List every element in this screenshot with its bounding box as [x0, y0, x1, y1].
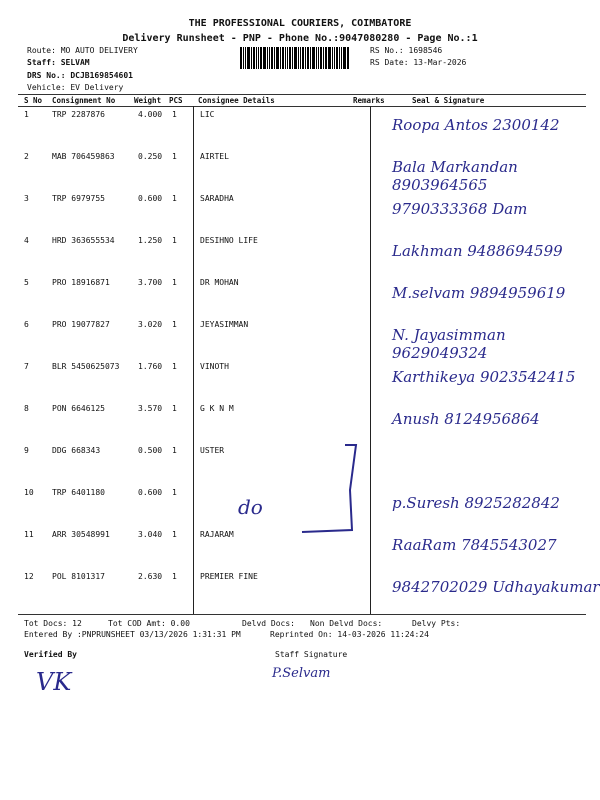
row-sno: 2 — [24, 152, 29, 161]
row-consignee: DR MOHAN — [200, 278, 239, 287]
tot-docs: Tot Docs: 12 — [24, 619, 82, 628]
col-header-consignee: Consignee Details — [198, 96, 275, 105]
row-pcs: 1 — [172, 152, 177, 161]
row-sno: 6 — [24, 320, 29, 329]
row-pcs: 1 — [172, 446, 177, 455]
row-pcs: 1 — [172, 404, 177, 413]
reprinted-on: Reprinted On: 14-03-2026 11:24:24 — [270, 630, 429, 639]
drs-number: DRS No.: DCJB169854601 — [27, 71, 133, 80]
col-header-signature: Seal & Signature — [412, 96, 485, 105]
row-signature: RaaRam 7845543027 — [392, 536, 557, 554]
row-weight: 0.600 — [138, 488, 163, 497]
row-weight: 2.630 — [138, 572, 163, 581]
header-bottom-rule — [18, 106, 586, 107]
rs-number: RS No.: 1698546 — [370, 46, 443, 55]
row-weight: 3.040 — [138, 530, 163, 539]
staff-signature: P.Selvam — [272, 666, 331, 681]
row-sno: 12 — [24, 572, 34, 581]
row-signature: Roopa Antos 2300142 — [392, 116, 560, 134]
row-consignee: SARADHA — [200, 194, 234, 203]
rs-date: RS Date: 13-Mar-2026 — [370, 58, 467, 67]
row-weight: 1.760 — [138, 362, 163, 371]
row-consignment: ARR 30548991 — [52, 530, 110, 539]
row-weight: 1.250 — [138, 236, 163, 245]
signature-divider — [370, 106, 371, 614]
row-signature: Karthikeya 9023542415 — [392, 368, 576, 386]
runsheet-subtitle: Delivery Runsheet - PNP - Phone No.:9047080280 - Page No.:1 — [122, 33, 478, 44]
row-pcs: 1 — [172, 278, 177, 287]
row-weight: 0.500 — [138, 446, 163, 455]
row-consignee: G K N M — [200, 404, 234, 413]
row-sno: 7 — [24, 362, 29, 371]
row-signature: 9842702029 Udhayakumar — [392, 578, 600, 596]
row-consignee: DESIHNO LIFE — [200, 236, 258, 245]
ditto-mark: do — [238, 495, 263, 519]
row-signature: p.Suresh 8925282842 — [392, 494, 560, 512]
staff-label: Staff: SELVAM — [27, 58, 90, 67]
delvd-docs: Delvd Docs: — [242, 619, 295, 628]
row-consignment: HRD 363655534 — [52, 236, 115, 245]
row-consignment: TRP 6979755 — [52, 194, 105, 203]
row-pcs: 1 — [172, 320, 177, 329]
staff-signature-label: Staff Signature — [275, 650, 348, 659]
row-consignment: MAB 706459863 — [52, 152, 115, 161]
row-consignee: AIRTEL — [200, 152, 229, 161]
row-consignee: RAJARAM — [200, 530, 234, 539]
row-consignee: USTER — [200, 446, 225, 455]
row-consignment: PRO 18916871 — [52, 278, 110, 287]
verified-by-label: Verified By — [24, 650, 77, 659]
delvy-pts: Delvy Pts: — [412, 619, 461, 628]
verified-signature: VK — [36, 668, 72, 696]
row-weight: 3.700 — [138, 278, 163, 287]
row-pcs: 1 — [172, 110, 177, 119]
row-consignment: PON 6646125 — [52, 404, 105, 413]
row-sno: 4 — [24, 236, 29, 245]
company-title: THE PROFESSIONAL COURIERS, COIMBATORE — [188, 18, 412, 29]
row-sno: 10 — [24, 488, 34, 497]
row-consignment: TRP 2287876 — [52, 110, 105, 119]
row-weight: 4.000 — [138, 110, 163, 119]
non-delvd-docs: Non Delvd Docs: — [310, 619, 383, 628]
row-signature: M.selvam 9894959619 — [392, 284, 566, 302]
row-sno: 3 — [24, 194, 29, 203]
row-sno: 9 — [24, 446, 29, 455]
row-signature: Anush 8124956864 — [392, 410, 540, 428]
row-pcs: 1 — [172, 236, 177, 245]
col-header-sno: S No — [24, 96, 43, 105]
row-weight: 3.570 — [138, 404, 163, 413]
vehicle-label: Vehicle: EV Delivery — [27, 83, 124, 92]
tot-cod: Tot COD Amt: 0.00 — [108, 619, 190, 628]
row-consignee: LIC — [200, 110, 215, 119]
row-pcs: 1 — [172, 362, 177, 371]
row-signature: Lakhman 9488694599 — [392, 242, 563, 260]
row-pcs: 1 — [172, 194, 177, 203]
row-consignee: VINOTH — [200, 362, 229, 371]
row-signature: 9790333368 Dam — [392, 200, 528, 218]
row-pcs: 1 — [172, 488, 177, 497]
row-weight: 0.250 — [138, 152, 163, 161]
header-top-rule — [18, 94, 586, 95]
row-consignee: PREMIER FINE — [200, 572, 258, 581]
row-sno: 5 — [24, 278, 29, 287]
row-signature: Bala Markandan 8903964565 — [392, 158, 518, 194]
footer-rule — [18, 614, 586, 615]
consignee-divider — [193, 106, 194, 614]
col-header-remarks: Remarks — [353, 96, 385, 105]
row-pcs: 1 — [172, 572, 177, 581]
col-header-consignment: Consignment No — [52, 96, 116, 105]
row-pcs: 1 — [172, 530, 177, 539]
row-weight: 3.020 — [138, 320, 163, 329]
row-sno: 8 — [24, 404, 29, 413]
row-consignment: PRO 19077827 — [52, 320, 110, 329]
row-sno: 1 — [24, 110, 29, 119]
row-consignment: TRP 6401180 — [52, 488, 105, 497]
col-header-pcs: PCS — [169, 96, 183, 105]
row-consignee: JEYASIMMAN — [200, 320, 249, 329]
row-signature: N. Jayasimman 9629049324 — [392, 326, 506, 362]
entered-by: Entered By :PNPRUNSHEET 03/13/2026 1:31:31 PM — [24, 630, 241, 639]
row-consignment: POL 8101317 — [52, 572, 105, 581]
barcode-image — [240, 47, 364, 69]
route-label: Route: MO AUTO DELIVERY — [27, 46, 138, 55]
row-weight: 0.600 — [138, 194, 163, 203]
row-consignment: DDG 668343 — [52, 446, 101, 455]
col-header-weight: Weight — [134, 96, 162, 105]
row-sno: 11 — [24, 530, 34, 539]
row-consignment: BLR 5450625073 — [52, 362, 120, 371]
ditto-bracket — [300, 440, 360, 540]
